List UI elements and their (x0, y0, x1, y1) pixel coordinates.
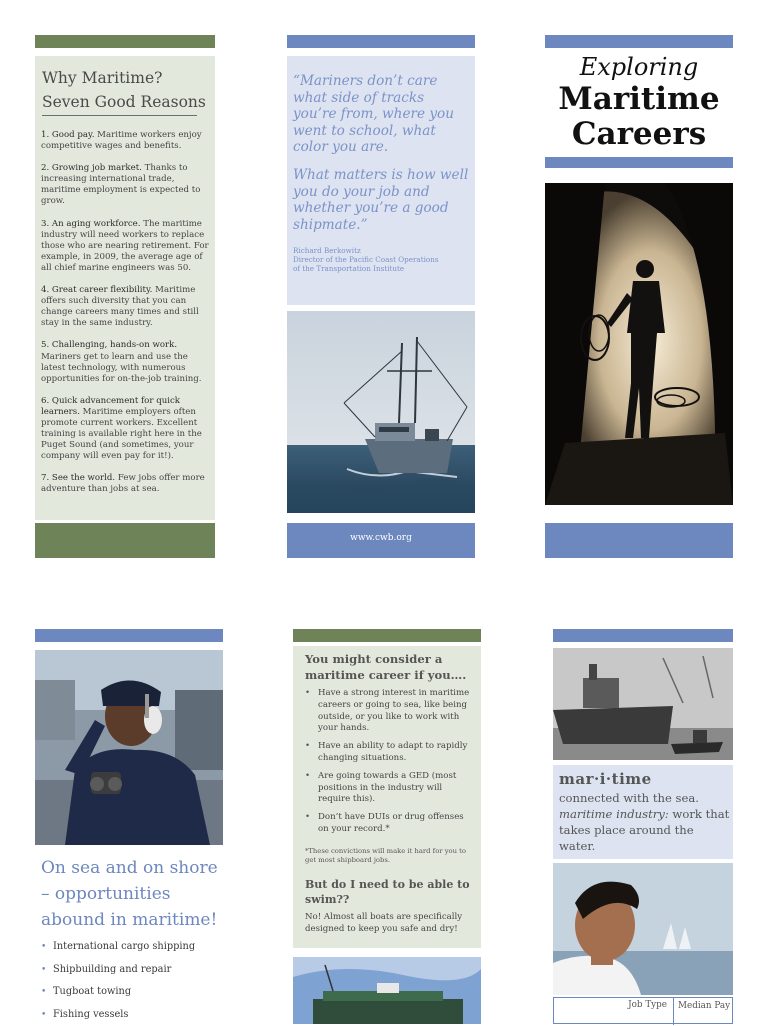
list-item: • Are going towards a GED (most positions in the industry will require this). (305, 771, 475, 806)
reason-item (41, 130, 209, 152)
reasons-title (42, 66, 212, 114)
reason-text: The maritime industry will need workers to replace those who are nearing retirement. For example, in 2009, the average age of all chief marine engineers was 50. (41, 218, 209, 273)
swim-answer: No! Almost all boats are specifically designed to keep you safe and dry! (305, 912, 463, 934)
reasons-title-line1: Why Maritime? (42, 69, 163, 87)
reason-item (41, 396, 209, 463)
reason-text: Few jobs offer more adventure than jobs at sea. (41, 473, 205, 495)
job-type-header: Job Type (554, 998, 674, 1025)
sailor-with-ear-protection-photo (35, 650, 223, 845)
reasons-top-bar (35, 35, 215, 48)
reason-lead: 5. Challenging, hands-on work. (41, 340, 178, 351)
swim-heading: But do I need to be able to swim?? (305, 878, 470, 906)
reasons-bottom-bar (35, 523, 215, 558)
reason-item (41, 473, 209, 495)
shore-headline: On sea and on shore – opportunities abound in maritime! (41, 858, 218, 930)
definition-text (559, 790, 731, 854)
cover-mid-bar (545, 157, 733, 168)
reasons-title-line2: Seven Good Reasons (42, 93, 206, 111)
quote-top-bar (287, 35, 475, 48)
definition-industry-def: work that takes place around the water. (559, 807, 730, 853)
median-pay-header: Median Pay (678, 1001, 731, 1011)
list-item: • Shipbuilding and repair (41, 959, 223, 982)
quote-credit (293, 246, 471, 273)
reason-text: Maritime workers enjoy competitive wages and benefits. (41, 130, 202, 152)
job-pay-table (553, 997, 733, 1024)
reasons-list (41, 130, 209, 507)
cover-top-bar (545, 35, 733, 48)
shore-top-bar (35, 629, 223, 642)
reason-lead: 2. Growing job market. (41, 163, 142, 174)
reason-lead: 7. See the world. (41, 473, 116, 484)
reason-item (41, 163, 209, 207)
quote-credit-name: Richard Berkowitz (293, 246, 361, 255)
list-item: • Have an ability to adapt to rapidly changing situations. (305, 741, 475, 765)
cover-title-careers: Careers (571, 116, 707, 152)
list-item: • Tugboat towing (41, 981, 223, 1004)
consider-heading: You might consider a maritime career if you…. (305, 652, 467, 682)
definition-industry-term: maritime industry: (559, 807, 669, 821)
list-item: • Don’t have DUIs or drug offenses on your record.* (305, 812, 475, 836)
list-item: • International cargo shipping (41, 936, 223, 959)
website-link[interactable]: www.cwb.org (350, 533, 412, 543)
reason-text: Maritime employers often promote current workers. Excellent training is available right here in the Puget Sound (and sometimes, your company will even pay for it!). (41, 406, 202, 462)
cover-bottom-bar (545, 523, 733, 558)
definition-meaning: connected with the sea. (559, 791, 699, 805)
sailor-with-rope-silhouette-photo (545, 183, 733, 505)
reasons-title-rule (42, 115, 197, 116)
list-item: • Fishing vessels (41, 1004, 223, 1026)
cover-title (545, 52, 733, 152)
quote-text (293, 73, 471, 244)
fishing-boat-photo (287, 311, 475, 513)
cargo-ship-photo (293, 957, 481, 1024)
reason-item (41, 340, 209, 384)
consider-list (305, 688, 475, 842)
industries-list (41, 936, 223, 1026)
reason-lead: 4. Great career flexibility. (41, 285, 153, 296)
cover-title-exploring: Exploring (579, 53, 699, 81)
consider-top-bar (293, 629, 481, 642)
ship-and-tugboat-bw-photo (553, 648, 733, 760)
reason-item (41, 285, 209, 329)
reason-item (41, 219, 209, 274)
reason-lead: 6. Quick advancement for quick learners. (41, 395, 181, 417)
quote-credit-title-1: Director of the Pacific Coast Operations (293, 255, 439, 264)
quote-paragraph-2: What matters is how well you do your job and whether you’re a good shipmate.” (293, 166, 469, 233)
definition-word: mar·i·time (559, 770, 652, 788)
reason-text: Mariners get to learn and use the latest technology, with numerous opportunities for on-the-job training. (41, 351, 202, 384)
consider-footnote: *These convictions will make it hard for you to get most shipboard jobs. (305, 847, 466, 865)
reason-text: Thanks to increasing international trade, maritime employment is expected to grow. (41, 163, 201, 207)
definition-top-bar (553, 629, 733, 642)
quote-credit-title-2: of the Transportation Institute (293, 264, 405, 273)
reason-text: Maritime offers such diversity that you can change careers many times and still stay in the same industry. (41, 285, 199, 329)
list-item: • Have a strong interest in maritime careers or going to sea, like being outside, or you like to work with your hands. (305, 688, 475, 735)
reason-lead: 3. An aging workforce. (41, 218, 141, 229)
reason-lead: 1. Good pay. (41, 130, 95, 140)
quote-paragraph-1: “Mariners don’t care what side of tracks you’re from, where you went to school, what color you are. (293, 73, 454, 156)
cover-title-maritime: Maritime (558, 81, 720, 117)
young-man-portrait-photo (553, 863, 733, 995)
